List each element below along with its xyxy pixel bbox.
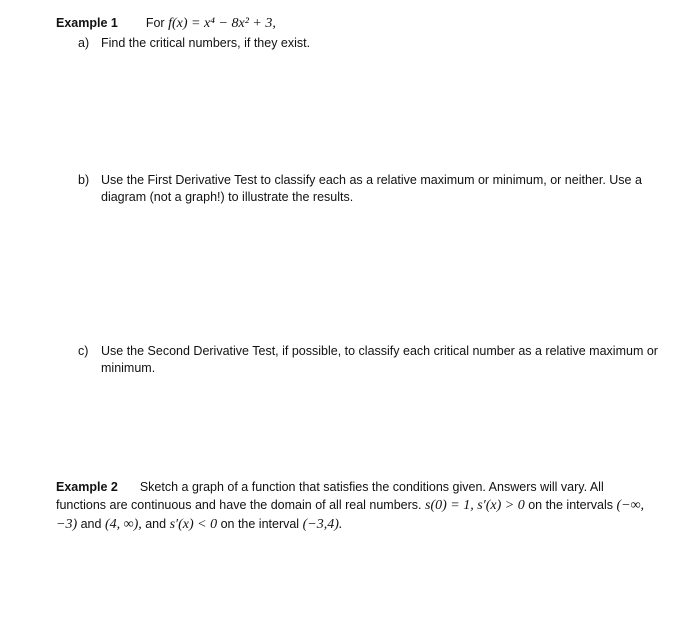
example-2 (56, 478, 656, 534)
part-a-letter: a) (78, 36, 90, 50)
part-b (78, 172, 658, 206)
condition-sprime-negative: s′(x) < 0 (169, 517, 218, 532)
interval-3: (−3,4). (302, 517, 343, 532)
example-1-label: Example 1 (56, 16, 118, 30)
part-b-text: Use the First Derivative Test to classify each as a relative maximum or minimum, or neither. Use a diagram (not a graph!) to illustrate the results. (101, 173, 642, 204)
condition-sprime-positive: s′(x) > 0 (477, 498, 525, 513)
example-2-and: and (80, 517, 102, 531)
example-1-heading (56, 16, 276, 32)
part-a (78, 35, 658, 52)
part-c (78, 343, 658, 377)
example-1-function: f(x) = x⁴ − 8x² + 3, (168, 16, 276, 31)
condition-s0: s(0) = 1, (425, 498, 474, 513)
part-a-text: Find the critical numbers, if they exist. (101, 36, 311, 50)
part-c-letter: c) (78, 344, 89, 358)
example-1-intro: For (145, 16, 165, 30)
part-b-letter: b) (78, 173, 90, 187)
example-2-text-1: Sketch a graph of a function that satisfies the conditions given. Answers will vary. All functions are continuous and have the domain of all real numbers. (56, 480, 604, 512)
example-2-text-2: on the intervals (528, 498, 613, 512)
example-2-text-3: on the interval (220, 517, 300, 531)
interval-1: (−∞, −3) (56, 498, 645, 532)
part-c-text: Use the Second Derivative Test, if possible, to classify each critical number as a relative maximum or minimum. (101, 344, 658, 375)
example-2-and-2: and (145, 517, 167, 531)
example-2-label: Example 2 (56, 480, 118, 494)
interval-2: (4, ∞), (104, 517, 142, 532)
